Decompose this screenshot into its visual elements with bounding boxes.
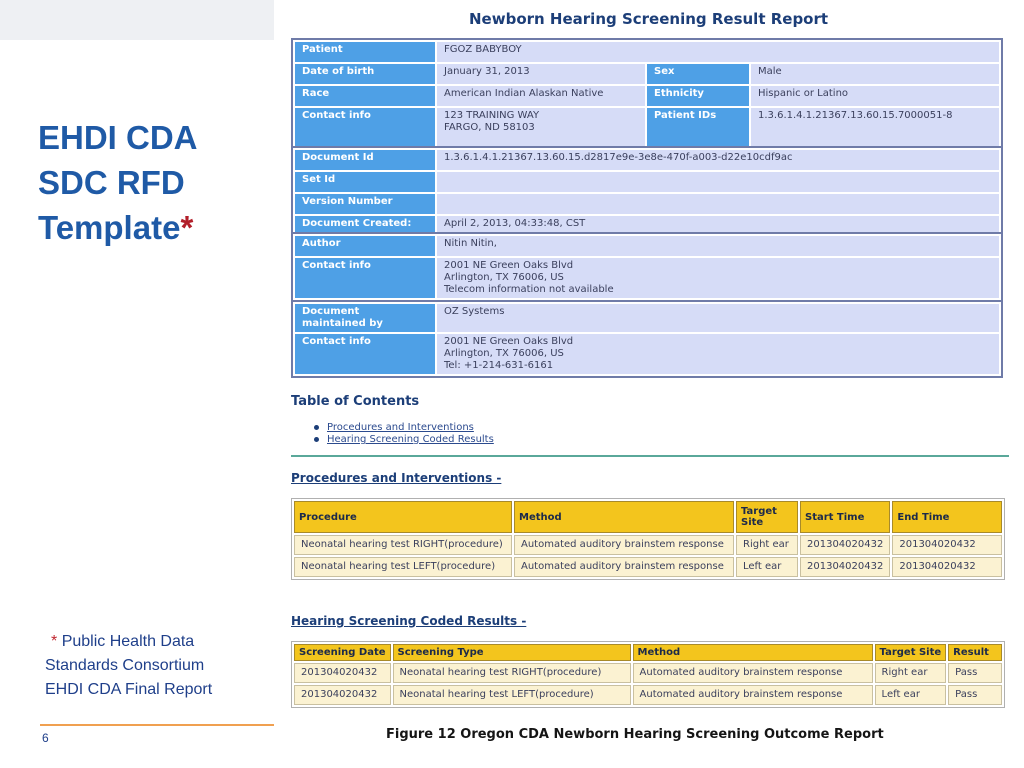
- contact-line-1: 123 TRAINING WAY: [444, 110, 540, 121]
- race-label: Race: [295, 86, 435, 106]
- maintainer-label-line-2: maintained by: [302, 318, 383, 329]
- contact-line-2: FARGO, ND 58103: [444, 122, 535, 133]
- set-id-value: [437, 172, 999, 192]
- author-contact-label: Contact info: [295, 258, 435, 298]
- footnote-asterisk: *: [51, 633, 58, 650]
- created-value: April 2, 2013, 04:33:48, CST: [437, 216, 999, 236]
- sex-label: Sex: [647, 64, 749, 84]
- table-row: [295, 236, 999, 256]
- footnote-line-1: [45, 630, 212, 654]
- table-cell: Automated auditory brainstem response: [514, 535, 734, 555]
- report-figure: [274, 0, 1024, 768]
- page-number: 6: [42, 731, 49, 745]
- list-item: [314, 434, 494, 446]
- doc-id-label: Document Id: [295, 150, 435, 170]
- sex-value: Male: [751, 64, 999, 84]
- maintainer-label-line-1: Document: [302, 306, 360, 317]
- maintainer-contact-line-2: Arlington, TX 76006, US: [444, 348, 564, 359]
- column-header: End Time: [892, 501, 1002, 533]
- column-header: Target Site: [736, 501, 798, 533]
- table-cell: Left ear: [875, 685, 947, 705]
- author-value: Nitin Nitin,: [437, 236, 999, 256]
- author-contact-line-2: Arlington, TX 76006, US: [444, 272, 564, 283]
- footnote-line-1-text: Public Health Data: [61, 633, 195, 650]
- table-row: [295, 42, 999, 62]
- table-cell: 201304020432: [294, 663, 391, 683]
- author-contact-line-1: 2001 NE Green Oaks Blvd: [444, 260, 574, 271]
- slide-title-line-1: EHDI CDA: [38, 119, 198, 156]
- slide-left-panel: [0, 0, 274, 768]
- bullet-icon: [314, 437, 319, 442]
- column-header: Result: [948, 644, 1002, 661]
- slide-title-line-3: [38, 205, 198, 250]
- column-header: Start Time: [800, 501, 890, 533]
- patient-value: FGOZ BABYBOY: [437, 42, 999, 62]
- author-contact-line-3: Telecom information not available: [444, 284, 614, 295]
- table-header-row: [294, 644, 1002, 661]
- table-cell: 201304020432: [800, 557, 890, 577]
- table-row: [294, 663, 1002, 683]
- toc-link-procedures[interactable]: Procedures and Interventions: [327, 422, 474, 433]
- slide-title-line-3-text: Template: [38, 209, 181, 246]
- ethnicity-label: Ethnicity: [647, 86, 749, 106]
- top-band: [0, 0, 274, 40]
- table-row: [295, 194, 999, 214]
- toc-title: Table of Contents: [291, 394, 420, 409]
- maintainer-contact-value: [437, 334, 999, 374]
- table-cell: Neonatal hearing test RIGHT(procedure): [294, 535, 512, 555]
- created-label: Document Created:: [295, 216, 435, 236]
- table-row: [295, 150, 999, 170]
- maintainer-contact-line-3: Tel: +1-214-631-6161: [444, 360, 554, 371]
- table-cell: Automated auditory brainstem response: [633, 663, 873, 683]
- patient-ids-value: 1.3.6.1.4.1.21367.13.60.15.7000051-8: [751, 108, 999, 150]
- results-table: [291, 641, 1005, 708]
- table-row: [295, 334, 999, 374]
- procedures-table: [291, 498, 1005, 580]
- table-cell: 201304020432: [892, 535, 1002, 555]
- set-id-label: Set Id: [295, 172, 435, 192]
- section-divider: [291, 455, 1009, 457]
- slide-title-line-2: SDC RFD: [38, 164, 185, 201]
- table-header-row: [294, 501, 1002, 533]
- maintainer-label: [295, 304, 435, 332]
- table-cell: 201304020432: [294, 685, 391, 705]
- column-header: Target Site: [875, 644, 947, 661]
- toc-link-results[interactable]: Hearing Screening Coded Results: [327, 434, 494, 445]
- doc-id-value: 1.3.6.1.4.1.21367.13.60.15.d2817e9e-3e8e-470f-a003-d22e10cdf9ac: [437, 150, 999, 170]
- column-header: Screening Type: [393, 644, 631, 661]
- title-asterisk: *: [180, 209, 194, 246]
- report-title: Newborn Hearing Screening Result Report: [469, 10, 829, 28]
- table-row: [295, 108, 999, 150]
- table-row: [294, 685, 1002, 705]
- table-row: [294, 535, 1002, 555]
- maintainer-table: [291, 300, 1003, 378]
- table-cell: Automated auditory brainstem response: [633, 685, 873, 705]
- contact-value: [437, 108, 645, 150]
- results-title: Hearing Screening Coded Results -: [291, 614, 527, 628]
- patient-label: Patient: [295, 42, 435, 62]
- table-cell: 201304020432: [800, 535, 890, 555]
- figure-caption: Figure 12 Oregon CDA Newborn Hearing Screening Outcome Report: [386, 727, 884, 742]
- table-cell: Right ear: [736, 535, 798, 555]
- maintainer-value: OZ Systems: [437, 304, 999, 332]
- table-row: [295, 172, 999, 192]
- race-value: American Indian Alaskan Native: [437, 86, 645, 106]
- toc-list: [314, 422, 494, 446]
- dob-value: January 31, 2013: [437, 64, 645, 84]
- column-header: Method: [633, 644, 873, 661]
- column-header: Procedure: [294, 501, 512, 533]
- contact-label: Contact info: [295, 108, 435, 150]
- table-row: [294, 557, 1002, 577]
- table-cell: Pass: [948, 663, 1002, 683]
- table-row: [295, 258, 999, 298]
- table-cell: Automated auditory brainstem response: [514, 557, 734, 577]
- column-header: Screening Date: [294, 644, 391, 661]
- table-row: [295, 86, 999, 106]
- table-row: [295, 304, 999, 332]
- author-contact-value: [437, 258, 999, 298]
- list-item: [314, 422, 494, 434]
- table-cell: 201304020432: [892, 557, 1002, 577]
- table-cell: Right ear: [875, 663, 947, 683]
- maintainer-contact-line-1: 2001 NE Green Oaks Blvd: [444, 336, 574, 347]
- table-cell: Neonatal hearing test LEFT(procedure): [393, 685, 631, 705]
- table-cell: Pass: [948, 685, 1002, 705]
- footnote: [45, 630, 212, 702]
- bullet-icon: [314, 425, 319, 430]
- table-cell: Neonatal hearing test RIGHT(procedure): [393, 663, 631, 683]
- footnote-line-3: EHDI CDA Final Report: [45, 681, 213, 698]
- document-table: [291, 146, 1003, 240]
- maintainer-contact-label: Contact info: [295, 334, 435, 374]
- table-cell: Neonatal hearing test LEFT(procedure): [294, 557, 512, 577]
- table-cell: Left ear: [736, 557, 798, 577]
- author-label: Author: [295, 236, 435, 256]
- column-header: Method: [514, 501, 734, 533]
- procedures-title: Procedures and Interventions -: [291, 471, 502, 485]
- patient-ids-label: Patient IDs: [647, 108, 749, 150]
- version-value: [437, 194, 999, 214]
- ethnicity-value: Hispanic or Latino: [751, 86, 999, 106]
- dob-label: Date of birth: [295, 64, 435, 84]
- version-label: Version Number: [295, 194, 435, 214]
- footer-divider: [40, 724, 274, 726]
- patient-table: [291, 38, 1003, 154]
- author-table: [291, 232, 1003, 302]
- table-row: [295, 64, 999, 84]
- slide-title: [38, 115, 198, 250]
- footnote-line-2: Standards Consortium: [45, 657, 205, 674]
